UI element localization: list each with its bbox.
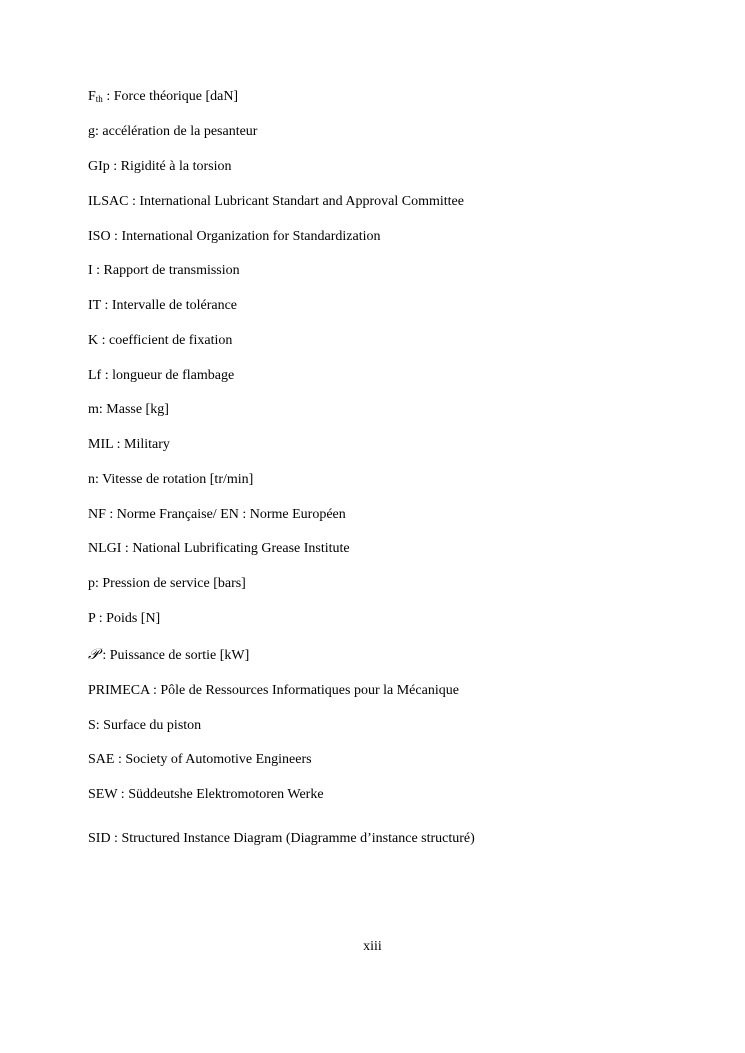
- entry-ilsac: ILSAC : International Lubricant Standart and Approval Committee: [88, 194, 464, 209]
- symbol-subscript-th: th: [95, 94, 103, 104]
- entry-sew: SEW : Süddeutshe Elektromotoren Werke: [88, 787, 324, 802]
- entry-i: I : Rapport de transmission: [88, 263, 240, 278]
- page-number: xiii: [363, 939, 382, 954]
- definition-fth: : Force théorique [daN]: [102, 89, 239, 104]
- symbol-script-p: 𝒫: [88, 645, 99, 663]
- entry-p-poids: P : Poids [N]: [88, 611, 161, 626]
- entry-nf: NF : Norme Française/ EN : Norme Européen: [88, 507, 346, 522]
- entry-nlgi: NLGI : National Lubrificating Grease Institute: [88, 541, 350, 556]
- entry-k: K : coefficient de fixation: [88, 333, 233, 348]
- symbol-f: F: [88, 89, 96, 104]
- entry-n: n: Vitesse de rotation [tr/min]: [88, 472, 254, 487]
- entry-mil: MIL : Military: [88, 437, 170, 452]
- entry-iso: ISO : International Organization for Standardization: [88, 229, 381, 244]
- entry-p-pression: p: Pression de service [bars]: [88, 576, 246, 591]
- definition-puissance: : Puissance de sortie [kW]: [98, 648, 250, 663]
- entry-lf: Lf : longueur de flambage: [88, 368, 235, 383]
- entry-m: m: Masse [kg]: [88, 402, 169, 417]
- entry-sid: SID : Structured Instance Diagram (Diagramme d’instance structuré): [88, 831, 475, 846]
- entry-sae: SAE : Society of Automotive Engineers: [88, 752, 312, 767]
- entry-s: S: Surface du piston: [88, 718, 202, 733]
- entry-primeca: PRIMECA : Pôle de Ressources Informatiques pour la Mécanique: [88, 683, 459, 698]
- entry-puissance: [88, 645, 249, 665]
- entry-g: g: accélération de la pesanteur: [88, 124, 258, 139]
- entry-gip: GIp : Rigidité à la torsion: [88, 159, 232, 174]
- entry-fth: [88, 88, 238, 106]
- entry-it: IT : Intervalle de tolérance: [88, 298, 237, 313]
